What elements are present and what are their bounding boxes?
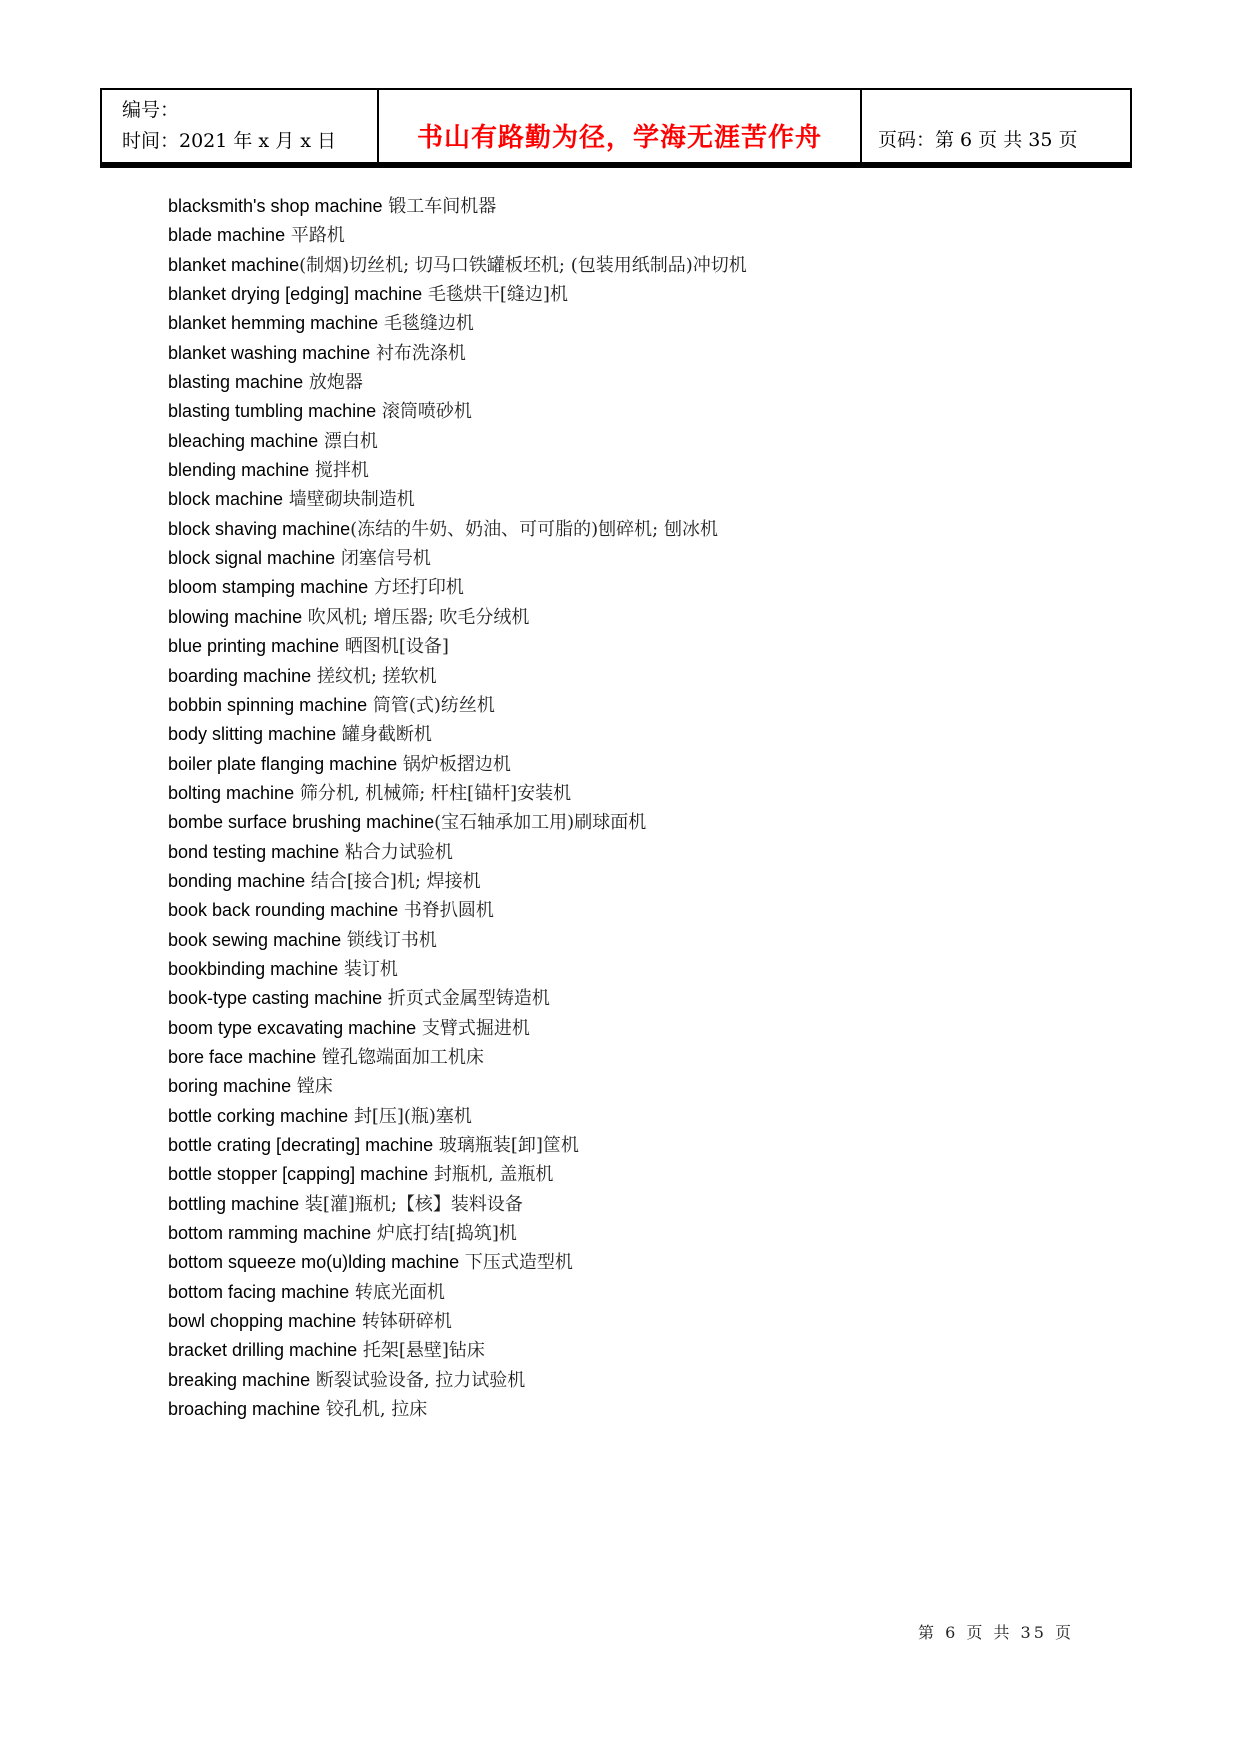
entry-english-term: bowl chopping machine (168, 1311, 357, 1332)
dictionary-entry (168, 896, 1148, 925)
dictionary-entry (168, 1336, 1148, 1365)
doc-number-label: 编号： (122, 99, 180, 121)
dictionary-entry (168, 955, 1148, 984)
entry-english-term: blanket machine (168, 254, 300, 275)
entry-chinese-translation: 漂白机 (318, 430, 378, 452)
dictionary-entry (168, 662, 1148, 691)
dictionary-entry (168, 280, 1148, 309)
header-meta-cell (102, 90, 377, 162)
entry-english-term: blanket washing machine (168, 342, 371, 363)
dictionary-entry (168, 750, 1148, 779)
entry-chinese-translation: 封[压](瓶)塞机 (348, 1105, 472, 1127)
entry-english-term: bolting machine (168, 782, 295, 803)
dictionary-entry (168, 1072, 1148, 1101)
entry-english-term: boiler plate flanging machine (168, 753, 398, 774)
dictionary-entry (168, 691, 1148, 720)
entry-chinese-translation: 闭塞信号机 (335, 548, 431, 570)
entry-chinese-translation: 托架[悬壁]钻床 (357, 1340, 485, 1362)
entry-chinese-translation: 方坯打印机 (368, 577, 464, 599)
entry-chinese-translation: 装[灌]瓶机;【核】装料设备 (299, 1193, 523, 1215)
entry-chinese-translation: 镗床 (291, 1076, 333, 1098)
entry-english-term: bottle corking machine (168, 1105, 349, 1126)
entry-english-term: bottom facing machine (168, 1281, 350, 1302)
header-page-cell (860, 90, 1130, 162)
dictionary-entry (168, 1248, 1148, 1277)
dictionary-entry (168, 573, 1148, 602)
entry-english-term: blowing machine (168, 606, 303, 627)
dictionary-entry (168, 309, 1148, 338)
dictionary-entry (168, 1190, 1148, 1219)
entry-english-term: book back rounding machine (168, 900, 399, 921)
dictionary-entry (168, 192, 1148, 221)
entry-english-term: bobbin spinning machine (168, 694, 368, 715)
doc-date-label: 时间：2021 年 x 月 x 日 (122, 130, 336, 152)
entry-chinese-translation: 书脊扒圆机 (398, 900, 494, 922)
entry-english-term: bracket drilling machine (168, 1340, 358, 1361)
entry-chinese-translation: 炉底打结[捣筑]机 (371, 1223, 517, 1245)
entry-english-term: bonding machine (168, 870, 306, 891)
dictionary-entry (168, 544, 1148, 573)
entry-chinese-translation: 放炮器 (303, 372, 363, 394)
entry-chinese-translation: 搅拌机 (309, 460, 369, 482)
dictionary-entry (168, 867, 1148, 896)
entry-english-term: blanket drying [edging] machine (168, 284, 423, 305)
entry-english-term: blasting machine (168, 372, 304, 393)
entry-chinese-translation: 折页式金属型铸造机 (382, 988, 550, 1010)
entry-english-term: bore face machine (168, 1046, 317, 1067)
entry-english-term: blue printing machine (168, 636, 340, 657)
entry-english-term: blade machine (168, 225, 286, 246)
entry-chinese-translation: 毛毯缝边机 (378, 313, 474, 335)
entry-english-term: broaching machine (168, 1399, 321, 1420)
entry-list (168, 192, 1148, 1424)
entry-chinese-translation: 镗孔锪端面加工机床 (316, 1046, 484, 1068)
entry-chinese-translation: (冻结的牛奶、奶油、可可脂的)刨碎机; 刨冰机 (350, 518, 718, 540)
entry-chinese-translation: 筒管(式)纺丝机 (367, 694, 495, 716)
entry-chinese-translation: 铰孔机, 拉床 (320, 1399, 428, 1421)
motto-text: 书山有路勤为径，学海无涯苦作舟 (416, 123, 822, 153)
entry-english-term: bookbinding machine (168, 958, 339, 979)
entry-chinese-translation: 玻璃瓶装[卸]筐机 (433, 1135, 579, 1156)
entry-chinese-translation: 断裂试验设备, 拉力试验机 (310, 1369, 526, 1391)
dictionary-entry (168, 1395, 1148, 1424)
dictionary-entry (168, 1102, 1148, 1131)
entry-english-term: blasting tumbling machine (168, 401, 377, 422)
dictionary-entry (168, 720, 1148, 749)
entry-english-term: blanket hemming machine (168, 313, 379, 334)
entry-chinese-translation: 吹风机; 增压器; 吹毛分绒机 (302, 606, 530, 628)
entry-chinese-translation: (制烟)切丝机; 切马口铁罐板坯机; (包装用纸制品)冲切机 (299, 254, 747, 276)
entry-english-term: block machine (168, 489, 284, 510)
dictionary-entry (168, 632, 1148, 661)
dictionary-entry (168, 838, 1148, 867)
dictionary-entry (168, 808, 1148, 837)
entry-english-term: blacksmith's shop machine (168, 196, 383, 216)
entry-chinese-translation: 平路机 (285, 225, 345, 247)
entry-english-term: breaking machine (168, 1369, 311, 1390)
dictionary-entry (168, 1366, 1148, 1395)
entry-english-term: bottom ramming machine (168, 1223, 372, 1244)
entry-english-term: boring machine (168, 1076, 292, 1097)
entry-chinese-translation: 搓纹机; 搓软机 (311, 665, 437, 687)
entry-chinese-translation: 结合[接合]机; 焊接机 (305, 870, 481, 892)
entry-chinese-translation: 滚筒喷砂机 (376, 401, 472, 423)
dictionary-entry (168, 1043, 1148, 1072)
entry-chinese-translation: (宝石轴承加工用)刷球面机 (434, 812, 647, 834)
dictionary-entry (168, 368, 1148, 397)
entry-english-term: book-type casting machine (168, 988, 383, 1009)
entry-english-term: bloom stamping machine (168, 577, 369, 598)
dictionary-entry (168, 251, 1148, 280)
entry-chinese-translation: 支臂式掘进机 (416, 1017, 530, 1039)
entry-chinese-translation: 罐身截断机 (336, 724, 432, 746)
entry-english-term: bombe surface brushing machine (168, 812, 435, 833)
entry-chinese-translation: 毛毯烘干[缝边]机 (422, 284, 568, 306)
entry-english-term: bond testing machine (168, 841, 340, 862)
entry-english-term: boarding machine (168, 665, 312, 686)
dictionary-entry (168, 427, 1148, 456)
dictionary-entry (168, 603, 1148, 632)
page-number-label: 页码：第 6 页 共 35 页 (878, 129, 1078, 151)
dictionary-entry (168, 515, 1148, 544)
entry-chinese-translation: 装订机 (338, 958, 398, 980)
dictionary-entry (168, 1278, 1148, 1307)
entry-english-term: body slitting machine (168, 724, 337, 745)
entry-chinese-translation: 锅炉板摺边机 (397, 753, 511, 775)
entry-chinese-translation: 封瓶机, 盖瓶机 (428, 1164, 554, 1186)
dictionary-entry (168, 1219, 1148, 1248)
entry-english-term: block signal machine (168, 548, 336, 569)
entry-english-term: book sewing machine (168, 929, 342, 950)
entry-chinese-translation: 粘合力试验机 (339, 841, 453, 863)
entry-english-term: bottle crating [decrating] machine (168, 1135, 434, 1155)
entry-english-term: boom type excavating machine (168, 1017, 417, 1038)
entry-chinese-translation: 下压式造型机 (459, 1252, 573, 1274)
header-motto-cell (377, 90, 860, 162)
entry-chinese-translation: 墙壁砌块制造机 (283, 489, 415, 511)
dictionary-entry (168, 485, 1148, 514)
dictionary-entry (168, 1014, 1148, 1043)
entry-chinese-translation: 转钵研碎机 (356, 1311, 452, 1333)
entry-chinese-translation: 晒图机[设备] (339, 636, 449, 658)
dictionary-entry (168, 1307, 1148, 1336)
entry-chinese-translation: 转底光面机 (349, 1281, 445, 1303)
entry-english-term: bottom squeeze mo(u)lding machine (168, 1252, 460, 1273)
dictionary-entry (168, 1160, 1148, 1189)
dictionary-entry (168, 1131, 1148, 1160)
dictionary-entry (168, 984, 1148, 1013)
entry-english-term: bottle stopper [capping] machine (168, 1164, 429, 1185)
footer-page-number: 第 6 页 共 35 页 (918, 1623, 1074, 1642)
entry-chinese-translation: 锁线订书机 (341, 929, 437, 951)
entry-chinese-translation: 衬布洗涤机 (370, 342, 466, 364)
header-table (100, 88, 1132, 168)
dictionary-entry (168, 779, 1148, 808)
entry-chinese-translation: 筛分机, 机械筛; 杆柱[锚杆]安装机 (294, 782, 572, 804)
dictionary-entry (168, 221, 1148, 250)
entry-english-term: blending machine (168, 460, 310, 481)
entry-english-term: bottling machine (168, 1193, 300, 1214)
dictionary-entry (168, 926, 1148, 955)
entry-chinese-translation: 锻工车间机器 (382, 196, 497, 217)
entry-english-term: bleaching machine (168, 430, 319, 451)
dictionary-entry (168, 339, 1148, 368)
dictionary-entry (168, 456, 1148, 485)
entry-english-term: block shaving machine (168, 518, 351, 539)
dictionary-entry (168, 397, 1148, 426)
